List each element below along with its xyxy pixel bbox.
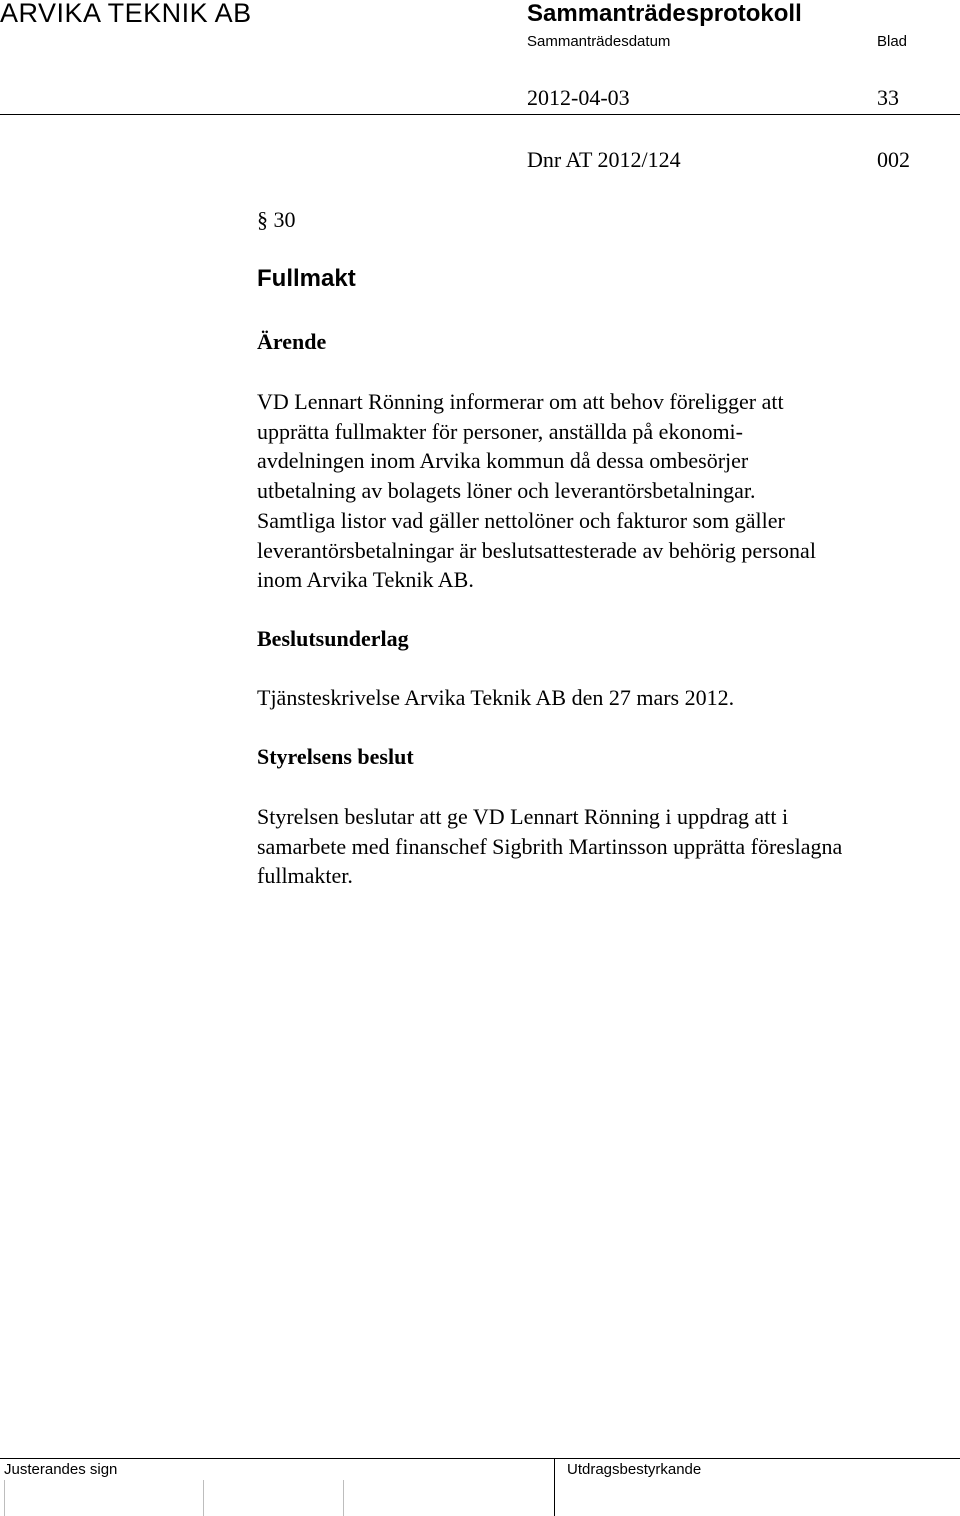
beslut-text (257, 802, 957, 891)
footer-cell-divider (343, 1480, 344, 1516)
paragraph-number: § 30 (257, 207, 296, 232)
footer-column-divider (554, 1458, 555, 1516)
footer-divider (0, 1458, 960, 1459)
document-title: Sammanträdesprotokoll (527, 0, 802, 27)
signature-label: Justerandes sign (4, 1461, 118, 1478)
registration-number: Dnr AT 2012/124 (527, 147, 681, 172)
underlag-text (257, 683, 957, 713)
arende-line: leverantörsbetalningar är beslutsattesterade av behörig personal (257, 537, 816, 563)
footer-cell-divider (4, 1480, 5, 1516)
header-divider (0, 114, 960, 115)
arende-label: Ärende (257, 329, 327, 354)
beslut-line: samarbete med finanschef Sigbrith Martinsson upprätta föreslagna (257, 833, 843, 859)
arende-line: VD Lennart Rönning informerar om att behov föreligger att (257, 389, 784, 414)
extract-label: Utdragsbestyrkande (567, 1461, 702, 1478)
underlag-line: Tjänsteskrivelse Arvika Teknik AB den 27 mars 2012. (257, 685, 735, 710)
page-number: 33 (877, 85, 899, 110)
company-name: ARVIKA TEKNIK AB (0, 0, 252, 28)
meeting-date: 2012-04-03 (527, 85, 630, 110)
arende-line: upprätta fullmakter för personer, anställda på ekonomi- (257, 418, 743, 444)
beslut-line: fullmakter. (257, 863, 353, 889)
footer-cell-divider (203, 1480, 204, 1516)
meeting-date-label: Sammanträdesdatum (527, 33, 671, 50)
beslut-line: Styrelsen beslutar att ge VD Lennart Rönning i uppdrag att i (257, 804, 789, 829)
registration-code: 002 (877, 147, 910, 172)
page-label: Blad (877, 33, 908, 50)
arende-line: inom Arvika Teknik AB. (257, 567, 474, 593)
arende-line: avdelningen inom Arvika kommun då dessa ombesörjer (257, 448, 749, 474)
section-heading: Fullmakt (257, 265, 356, 292)
beslut-label: Styrelsens beslut (257, 744, 414, 769)
arende-text (257, 387, 957, 595)
arende-line: Samtliga listor vad gäller nettolöner och fakturor som gäller (257, 507, 785, 533)
arende-line: utbetalning av bolagets löner och leverantörsbetalningar. (257, 478, 756, 504)
underlag-label: Beslutsunderlag (257, 626, 409, 651)
